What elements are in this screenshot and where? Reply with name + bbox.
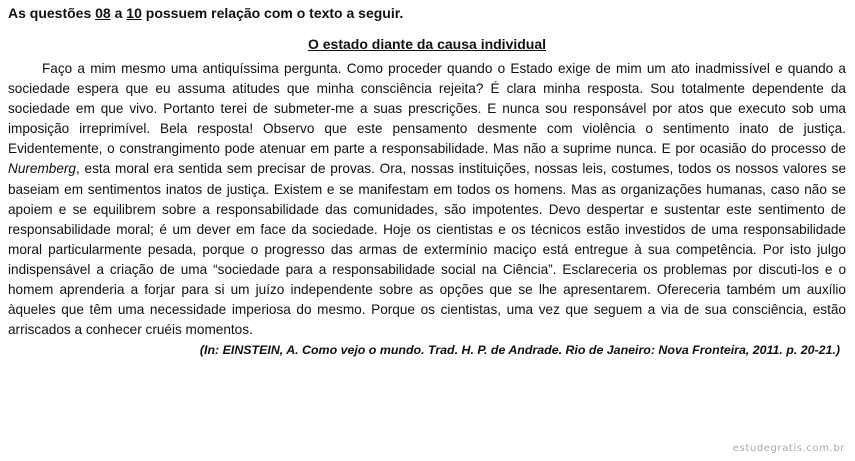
source-citation: (In: EINSTEIN, A. Como vejo o mundo. Trad. H. P. de Andrade. Rio de Janeiro: Nova Fronteira, 2011. p. 20-21.) [199,343,840,358]
paragraph-italic-term: Nuremberg [8,161,76,177]
text-title: O estado diante da causa individual [307,36,547,52]
heading-prefix: As questões [8,5,96,21]
questions-heading [8,4,846,22]
heading-suffix: possuem relação com o texto a seguir. [141,5,404,21]
site-watermark: estudegratis.com.br [732,443,845,454]
paragraph-part-2: , esta moral era sentida sem precisar de provas. Ora, nossas instituições, nossas leis, costumes, todos os nossos valores se baseiam em sentimentos inatos de justiça. Existem e se manifestam em todos os homens. Mas as organizações humanas, caso não se apoiem e se equilibrem sobre a responsabilidade das comunidades, são impotentes. Devo despertar e sustentar este sentimento de responsabilidade moral; é um dever em face da sociedade. Hoje os cientistas e os técnicos estão investidos de uma responsabilidade moral particularmente pesada, porque o progresso das armas de extermínio maciço está entregue à sua competência. Por isto julgo indispensável a criação de uma “sociedade para a responsabilidade social na Ciência”. Esclareceria os problemas por discuti-los e o homem aprenderia a forjar para si um juízo independente sobre as opções que se lhe apresentarem. Ofereceria também um auxílio àqueles que têm uma necessidade imperiosa do mesmo. Porque os cientistas, uma vez que seguem a via de sua consciência, estão arriscados a conhecer cruéis momentos. [8,161,846,338]
question-end-number: 10 [126,5,142,21]
paragraph-part-1: Faço a mim mesmo uma antiquíssima pergunta. Como proceder quando o Estado exige de mim um ato inadmissível e quando a sociedade espera que eu assuma atitudes que minha consciência rejeita? É clara minha resposta. Sou totalmente dependente da sociedade em que vivo. Portanto terei de submeter-me a suas prescrições. E nunca sou responsável por atos que executo sob uma imposição irreprimível. Bela resposta! Observo que este pensamento desmente com violência o sentimento inato de justiça. Evidentemente, o constrangimento pode atenuar em parte a responsabilidade. Mas não a suprime nunca. E por ocasião do processo de [8,61,846,157]
question-start-number: 08 [95,5,111,21]
heading-middle: a [110,5,127,21]
main-paragraph [8,59,846,340]
document-page [8,4,846,358]
